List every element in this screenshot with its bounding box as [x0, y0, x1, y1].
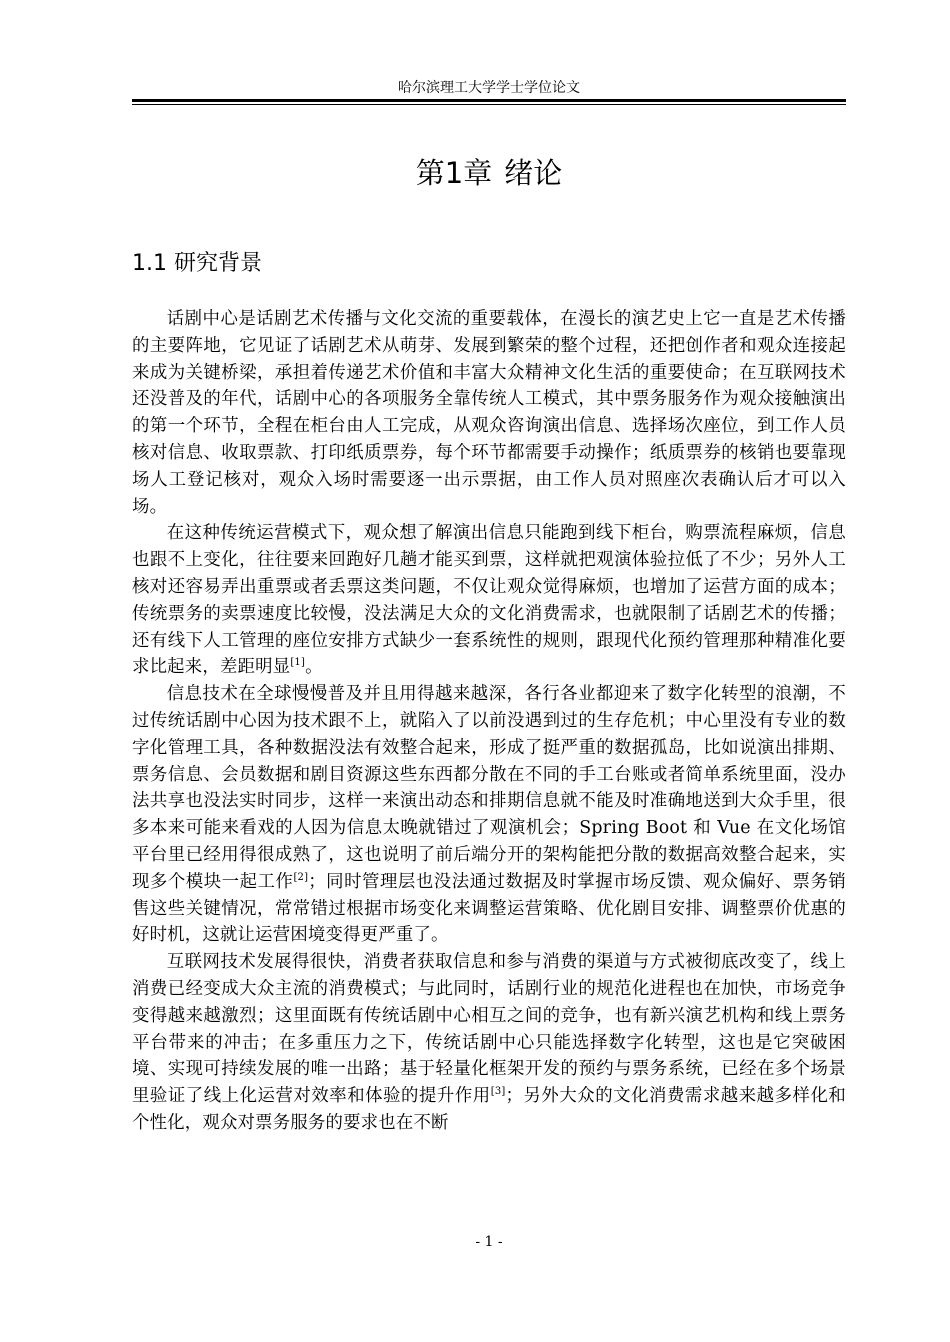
body-text: [132, 306, 846, 1137]
paragraph-text: 话剧中心是话剧艺术传播与文化交流的重要载体，在漫长的演艺史上它一直是艺术传播的主要阵地，它见证了话剧艺术从萌芽、发展到繁荣的整个过程，还把创作者和观众连接起来成为关键桥梁，承担着传递艺术价值和丰富大众精神文化生活的重要使命；在互联网技术还没普及的年代，话剧中心的各项服务全靠传统人工模式，其中票务服务作为观众接触演出的第一个环节，全程在柜台由人工完成，从观众咨询演出信息、选择场次座位，到工作人员核对信息、收取票款、打印纸质票券，每个环节都需要手动操作；纸质票券的核销也要靠现场人工登记核对，观众入场时需要逐一出示票据，由工作人员对照座次表确认后才可以入场。: [132, 309, 846, 517]
paragraph: [132, 949, 846, 1137]
citation: [3]: [490, 1086, 506, 1098]
paragraph-tail: ；另外大众的文化消费需求越来越多样化和个性化，观众对票务服务的要求也在不断: [132, 1086, 846, 1133]
paragraph: [132, 306, 846, 520]
chapter-name: 绪论: [504, 156, 563, 190]
paragraph-text: 互联网技术发展得很快，消费者获取信息和参与消费的渠道与方式被彻底改变了，线上消费已经变成大众主流的消费模式；与此同时，话剧行业的规范化进程也在加快，市场竞争变得越来越激烈；这里面既有传统话剧中心相互之间的竞争，也有新兴演艺机构和线上票务平台带来的冲击；在多重压力之下，传统话剧中心只能选择数字化转型，这也是它突破困境、实现可持续发展的唯一出路；基于轻量化框架开发的预约与票务系统，已经在多个场景里验证了线上化运营对效率和体验的提升作用: [132, 952, 846, 1107]
running-header: 哈尔滨理工大学学士学位论文: [398, 80, 580, 96]
chapter-number: 第1章: [415, 156, 493, 190]
citation: [1]: [290, 657, 306, 669]
chapter-title: [132, 153, 846, 193]
paragraph-tail: ；同时管理层也没法通过数据及时掌握市场反馈、观众偏好、票务销售这些关键情况，常常错过根据市场变化来调整运营策略、优化剧目安排、调整票价优惠的好时机，这就让运营困境变得更严重了。: [132, 871, 846, 946]
header-rule-thin: [132, 104, 846, 105]
header-rule-thick: [132, 99, 846, 102]
paragraph-text: 信息技术在全球慢慢普及并且用得越来越深，各行各业都迎来了数字化转型的浪潮，不过传统话剧中心因为技术跟不上，就陷入了以前没遇到过的生存危机；中心里没有专业的数字化管理工具，各种数据没法有效整合起来，形成了挺严重的数据孤岛，比如说演出排期、票务信息、会员数据和剧目资源这些东西都分散在不同的手工台账或者简单系统里面，没办法共享也没法实时同步，这样一来演出动态和排期信息就不能及时准确地送到大众手里，很多本来可能来看戏的人因为信息太晚就错过了观演机会；Spring Boot 和 Vue 在文化场馆平台里已经用得很成熟了，这也说明了前后端分开的架构能把分散的数据高效整合起来，实现多个模块一起工作: [132, 684, 846, 892]
paragraph-text: 在这种传统运营模式下，观众想了解演出信息只能跑到线下柜台，购票流程麻烦，信息也跟不上变化，往往要来回跑好几趟才能买到票，这样就把观演体验拉低了不少；另外人工核对还容易弄出重票或者丢票这类问题，不仅让观众觉得麻烦，也增加了运营方面的成本；传统票务的卖票速度比较慢，没法满足大众的文化消费需求，也就限制了话剧艺术的传播；还有线下人工管理的座位安排方式缺少一套系统性的规则，跟现代化预约管理那种精准化要求比起来，差距明显: [132, 523, 846, 678]
paragraph-tail: 。: [305, 657, 323, 678]
citation: [2]: [293, 871, 309, 883]
paragraph: [132, 520, 846, 681]
section-title: 1.1 研究背景: [132, 251, 262, 276]
page-number: - 1 -: [475, 1234, 503, 1250]
paragraph: [132, 681, 846, 949]
